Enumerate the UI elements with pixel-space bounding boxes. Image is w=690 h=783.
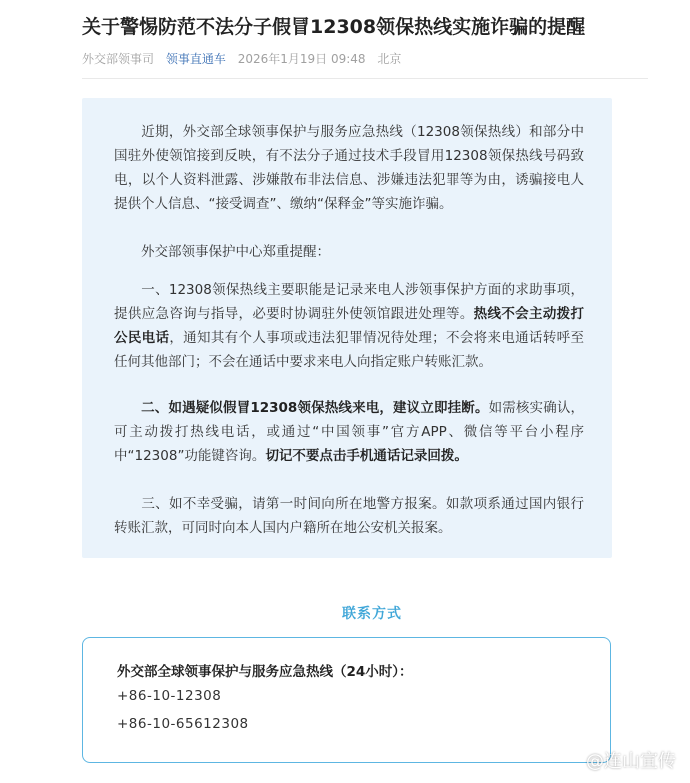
- hotline-phone-2[interactable]: +86-10-65612308: [117, 716, 249, 732]
- hotline-heading: 外交部全球领事保护与服务应急热线（24小时）：: [117, 664, 413, 680]
- article-location: 北京: [377, 52, 402, 66]
- notice-paragraph-4: [114, 396, 584, 468]
- notice-p4-text-b: 如需核实确认，可主动拨打热线电话，或通过“中国领事”官方APP、微信等平台小程序中“12308”功能键咨询。: [114, 400, 585, 464]
- notice-p4-bold-a: 二、如遇疑似假冒12308领保热线来电，建议立即挂断。: [141, 400, 489, 416]
- article-title: 关于警惕防范不法分子假冒12308领保热线实施诈骗的提醒: [82, 16, 586, 38]
- article-datetime: 2026年1月19日 09:48: [237, 52, 366, 66]
- contact-section-title: 联系方式: [342, 606, 402, 622]
- header-divider: [82, 78, 648, 79]
- notice-p3-text-c: ，通知其有个人事项或违法犯罪情况待处理；不会将来电通话转呼至任何其他部门；不会在通话中要求来电人向指定账户转账汇款。: [114, 330, 585, 370]
- hotline-phone-1[interactable]: +86-10-12308: [117, 688, 222, 704]
- watermark-text: @连山宣传: [586, 751, 676, 772]
- notice-panel: [82, 98, 612, 558]
- notice-p3-text-a: 一、12308领保热线主要职能是记录来电人涉领事保护方面的求助事项，提供应急咨询与指导，必要时协调驻外使领馆跟进处理等。: [114, 282, 584, 322]
- watermark: [586, 747, 676, 773]
- channel-link[interactable]: 领事直通车: [165, 52, 226, 66]
- notice-p1-text: 近期，外交部全球领事保护与服务应急热线（12308领保热线）和部分中国驻外使领馆接到反映，有不法分子通过技术手段冒用12308领保热线号码致电，以个人资料泄露、涉嫌散布非法信息、涉嫌违法犯罪等为由，诱骗接电人提供个人信息、“接受调查”、缴纳“保释金”等实施诈骗。: [114, 124, 584, 212]
- contact-box: [82, 637, 611, 763]
- notice-p2-text: 外交部领事保护中心郑重提醒：: [141, 244, 330, 260]
- notice-p3-bold: 热线不会主动拨打公民电话: [114, 306, 585, 346]
- notice-paragraph-5: [114, 492, 584, 540]
- article-meta: [82, 50, 409, 67]
- article-source: 外交部领事司: [82, 52, 155, 66]
- notice-p4-bold-c: 切记不要点击手机通话记录回拨。: [265, 448, 468, 464]
- notice-paragraph-3: [114, 278, 584, 374]
- notice-paragraph-1: [114, 120, 584, 216]
- notice-p5-text: 三、如不幸受骗，请第一时间向所在地警方报案。如款项系通过国内银行转账汇款，可同时向本人国内户籍所在地公安机关报案。: [114, 496, 584, 536]
- notice-paragraph-2: [114, 240, 584, 264]
